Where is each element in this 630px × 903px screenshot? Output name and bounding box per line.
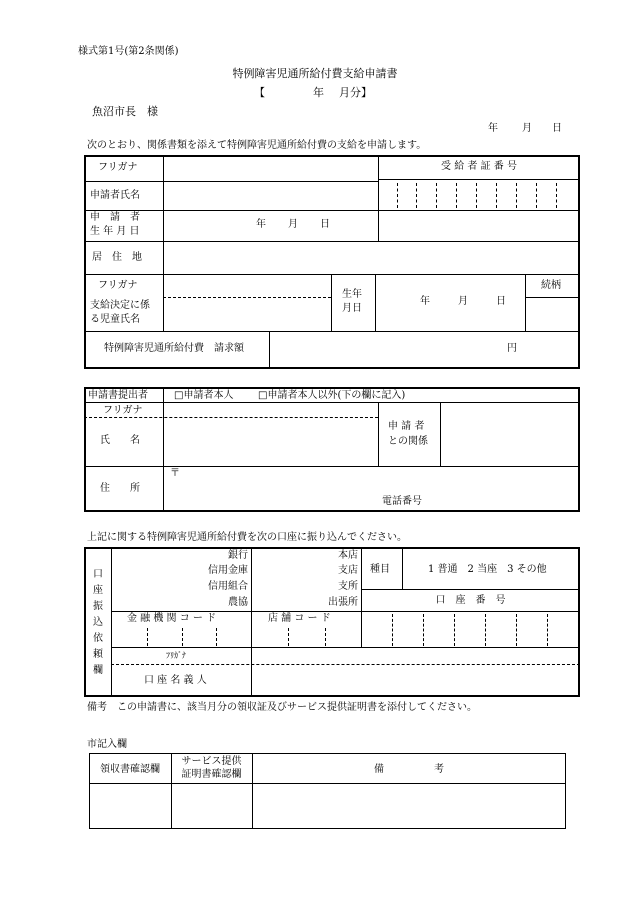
applicant-birth-year: 年 [256, 219, 266, 230]
bank-side-label-7: 欄 [93, 665, 103, 676]
child-birth-label-2: 月日 [342, 303, 362, 314]
submitter-relation-label-2: との関係 [388, 436, 428, 447]
bank-type-bank: 銀行 [228, 550, 248, 561]
remarks-label: 備 考 [374, 764, 444, 775]
form-number: 様式第1号(第2条関係) [78, 46, 179, 57]
bank-side-label-2: 座 [93, 585, 103, 596]
bank-type-nokyo: 農協 [228, 597, 248, 608]
submitter-address-label: 住 所 [100, 483, 140, 494]
account-kind-label: 種目 [370, 564, 390, 575]
branch-shiten: 支店 [338, 565, 358, 576]
addressee: 魚沼市長 様 [92, 105, 158, 118]
branch-code-label: 店 舗 コ ー ド [268, 613, 331, 624]
address-label: 居 住 地 [92, 252, 142, 263]
child-birth-month: 月 [458, 296, 468, 307]
yen-label: 円 [507, 343, 517, 354]
applicant-birth-label-1: 申 請 者 [90, 212, 140, 223]
applicant-name-label: 申請者氏名 [90, 190, 140, 201]
branch-honten: 本店 [338, 550, 358, 561]
bank-type-shinkin: 信用金庫 [208, 565, 248, 576]
intro-text: 次のとおり、関係書類を添えて特例障害児通所給付費の支給を申請します。 [87, 140, 427, 151]
applicant-section [84, 155, 580, 369]
submitter-relation-label-1: 申 請 者 [388, 421, 425, 432]
applicant-birth-label-2: 生 年 月 日 [90, 226, 140, 237]
bank-intro: 上記に関する特例障害児通所給付費を次の口座に振り込んでください。 [87, 532, 407, 543]
child-birth-year: 年 [420, 296, 430, 307]
bank-type-kumiai: 信用組合 [208, 581, 248, 592]
month-open-bracket: 【 [254, 86, 265, 99]
child-furigana-label: フリガナ [98, 280, 138, 291]
child-birth-label-1: 生年 [342, 289, 362, 300]
submitter-furigana-label: フリガナ [103, 405, 143, 416]
date-year: 年 [488, 123, 498, 134]
note-text: 備考 この申請書に、該当月分の領収証及びサービス提供証明書を添付してください。 [87, 702, 477, 713]
bank-code-label: 金 融 機 関 コ ー ド [127, 613, 217, 624]
submitter-self-checkbox[interactable]: □申請者本人 [174, 390, 234, 401]
submitter-section [84, 387, 580, 512]
office-use-title: 市記入欄 [87, 739, 127, 750]
child-name-label-2: る児童氏名 [90, 314, 140, 325]
claim-amount-label: 特例障害児通所給付費 請求額 [104, 343, 244, 354]
child-birth-day: 日 [496, 296, 506, 307]
date-month: 月 [522, 123, 532, 134]
service-cert-label-1: サービス提供 [181, 756, 242, 767]
receipt-check-label: 領収書確認欄 [100, 764, 160, 775]
date-day: 日 [552, 123, 562, 134]
branch-shucchojo: 出張所 [328, 597, 358, 608]
bank-side-label-5: 依 [93, 633, 103, 644]
account-holder-label: 口 座 名 義 人 [144, 675, 207, 686]
relation-label: 続柄 [541, 280, 561, 291]
applicant-birth-month: 月 [288, 219, 298, 230]
bank-side-label-4: 込 [93, 617, 103, 628]
account-kind-options: 1 普通 2 当座 3 その他 [428, 564, 547, 575]
submitter-other-checkbox[interactable]: □申請者本人以外(下の欄に記入) [258, 390, 406, 401]
holder-furigana-label: ﾌﾘｶﾞﾅ [166, 651, 186, 660]
child-name-label-1: 支給決定に係 [90, 300, 150, 311]
submitter-label: 申請書提出者 [88, 390, 148, 401]
bank-side-label-1: 口 [93, 569, 103, 580]
applicant-birth-day: 日 [320, 219, 330, 230]
month-month: 月分】 [339, 86, 372, 99]
submitter-name-label: 氏 名 [100, 435, 140, 446]
page-title: 特例障害児通所給付費支給申請書 [232, 67, 398, 80]
month-year: 年 [313, 86, 324, 99]
account-number-label: 口 座 番 号 [435, 595, 506, 606]
branch-shisho: 支所 [338, 581, 358, 592]
applicant-furigana-label: フリガナ [98, 162, 138, 173]
bank-side-label-6: 頼 [93, 649, 103, 660]
postal-mark: 〒 [170, 468, 180, 479]
cert-number-label: 受 給 者 証 番 号 [441, 161, 517, 172]
service-cert-label-2: 証明書確認欄 [181, 769, 242, 780]
phone-label: 電話番号 [382, 496, 422, 507]
bank-side-label-3: 振 [93, 601, 103, 612]
